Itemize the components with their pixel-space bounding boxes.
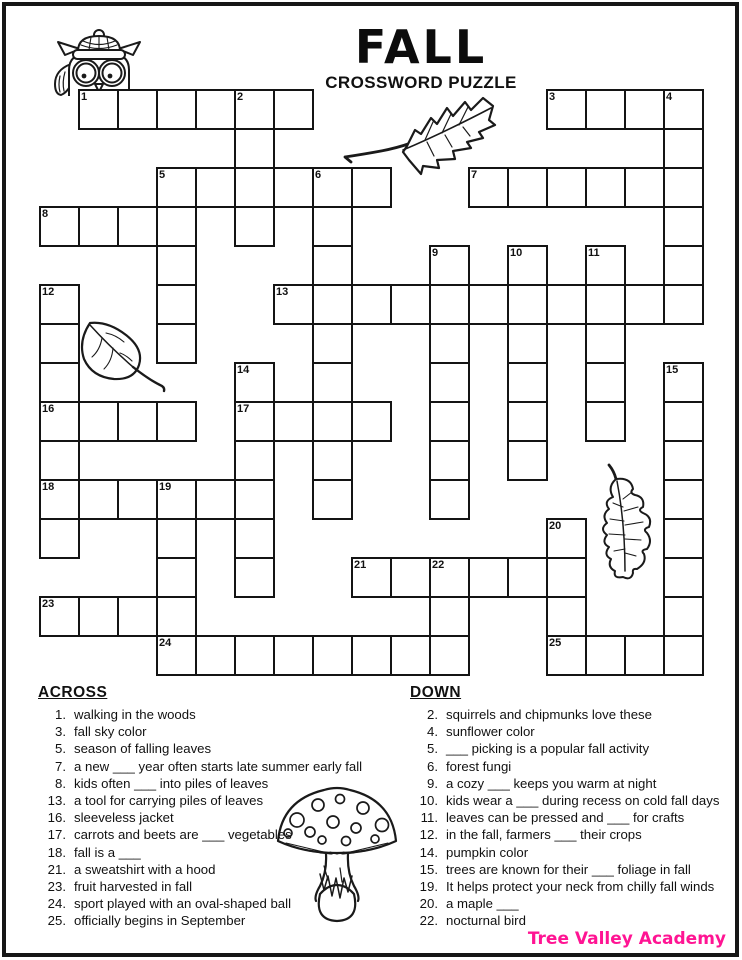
clue: [38, 809, 388, 826]
clue-text: officially begins in September: [74, 913, 246, 929]
cell-number: 19: [159, 481, 172, 493]
clue: [38, 861, 388, 878]
grid-cell[interactable]: [313, 402, 352, 441]
clue-number: 14.: [419, 844, 438, 860]
clue: [38, 844, 388, 861]
grid-cell[interactable]: [79, 597, 118, 636]
clue-number: 5.: [55, 741, 66, 757]
clue-text: a tool for carrying piles of leaves: [74, 793, 264, 809]
cell-number: 22: [432, 559, 445, 571]
clue: [38, 878, 388, 895]
grid-cell[interactable]: [586, 168, 625, 207]
grid-cell[interactable]: [391, 285, 430, 324]
grid-cell[interactable]: [157, 519, 196, 558]
grid-cell[interactable]: [547, 597, 586, 636]
clue-number: 6.: [427, 758, 438, 774]
cell-number: 4: [666, 91, 673, 103]
grid-cell[interactable]: [196, 636, 235, 675]
grid-cell[interactable]: [118, 402, 157, 441]
clue-number: 21.: [47, 861, 66, 877]
clue-text: pumpkin color: [446, 844, 529, 860]
clue: [38, 826, 388, 843]
cell-number: 14: [237, 364, 250, 376]
clue-text: squirrels and chipmunks love these: [446, 707, 652, 722]
clue-text: a new ___ year often starts late summer early fall: [74, 758, 363, 774]
clue-number: 5.: [427, 741, 438, 757]
clue: [38, 775, 388, 792]
grid-cell[interactable]: [235, 207, 274, 246]
clue-number: 2.: [427, 707, 438, 722]
grid-cell[interactable]: [235, 480, 274, 519]
cell-number: 6: [315, 169, 322, 181]
clue-text: walking in the woods: [74, 707, 196, 722]
grid-cell[interactable]: [352, 402, 391, 441]
clue: [410, 758, 732, 775]
clue-text: forest fungi: [446, 758, 512, 774]
clue-text: season of falling leaves: [74, 741, 212, 757]
grid-cell[interactable]: [352, 636, 391, 675]
grid-cell[interactable]: [430, 597, 469, 636]
grid-cell[interactable]: [40, 480, 79, 519]
grid-cell[interactable]: [118, 480, 157, 519]
clue-number: 11.: [420, 810, 438, 826]
grid-cell[interactable]: [469, 168, 508, 207]
grid-cell[interactable]: [547, 636, 586, 675]
grid-cell[interactable]: [430, 285, 469, 324]
clue-text: sport played with an oval-shaped ball: [74, 896, 291, 912]
down-clue-list: [410, 706, 732, 930]
grid-cell[interactable]: [79, 207, 118, 246]
grid-cell[interactable]: [157, 168, 196, 207]
cell-number: 12: [42, 286, 55, 298]
grid-cell[interactable]: [430, 402, 469, 441]
grid-cell[interactable]: [430, 480, 469, 519]
clue-number: 3.: [55, 724, 66, 740]
clue-text: fruit harvested in fall: [74, 879, 193, 895]
clue-number: 17.: [47, 827, 66, 843]
grid-cell[interactable]: [430, 558, 469, 597]
page-title: FALL: [354, 20, 488, 74]
clue: [410, 740, 732, 757]
cell-number: 9: [432, 247, 439, 259]
grid-cell[interactable]: [664, 519, 703, 558]
grid-cell[interactable]: [352, 168, 391, 207]
clue: [410, 844, 732, 861]
grid-cell[interactable]: [547, 168, 586, 207]
clue-text: nocturnal bird: [446, 913, 526, 929]
grid-cell[interactable]: [664, 597, 703, 636]
clue-text: sunflower color: [446, 724, 535, 740]
grid-cell[interactable]: [313, 636, 352, 675]
cell-number: 3: [549, 91, 556, 103]
grid-cell[interactable]: [664, 480, 703, 519]
clue-text: trees are known for their ___ foliage in fall: [446, 861, 691, 877]
clue-number: 19.: [419, 879, 438, 895]
clue-number: 8.: [55, 775, 66, 791]
grid-cell[interactable]: [313, 246, 352, 285]
clue-number: 13.: [47, 793, 66, 809]
clue-number: 10.: [419, 793, 438, 809]
grid-cell[interactable]: [157, 558, 196, 597]
clue-text: It helps protect your neck from chilly fall winds: [446, 879, 715, 895]
grid-cell[interactable]: [586, 90, 625, 129]
grid-cell[interactable]: [196, 168, 235, 207]
grid-cell[interactable]: [508, 285, 547, 324]
grid-cell[interactable]: [157, 207, 196, 246]
cell-number: 20: [549, 520, 562, 532]
grid-cell[interactable]: [40, 363, 79, 402]
clue: [38, 912, 388, 929]
grid-cell[interactable]: [157, 636, 196, 675]
grid-cell[interactable]: [352, 558, 391, 597]
grid-cell[interactable]: [664, 246, 703, 285]
grid-cell[interactable]: [664, 168, 703, 207]
grid-cell[interactable]: [235, 519, 274, 558]
grid-cell[interactable]: [157, 285, 196, 324]
clue-number: 9.: [427, 775, 438, 791]
clue-text: kids often ___ into piles of leaves: [74, 775, 269, 791]
clue-text: fall sky color: [74, 724, 147, 740]
grid-cell[interactable]: [313, 168, 352, 207]
grid-cell[interactable]: [586, 636, 625, 675]
grid-cell[interactable]: [508, 441, 547, 480]
clue-text: ___ picking is a popular fall activity: [446, 741, 650, 757]
site-credit: Tree Valley Academy: [527, 929, 726, 949]
cell-number: 1: [81, 91, 88, 103]
grid-cell[interactable]: [586, 246, 625, 285]
grid-cell[interactable]: [547, 90, 586, 129]
grid-cell[interactable]: [430, 441, 469, 480]
grid-cell[interactable]: [235, 636, 274, 675]
clue-number: 23.: [47, 879, 66, 895]
grid-cell[interactable]: [625, 636, 664, 675]
grid-cell[interactable]: [274, 168, 313, 207]
grid-cell[interactable]: [157, 402, 196, 441]
clue-number: 16.: [47, 810, 66, 826]
clue: [410, 826, 732, 843]
across-clues-section: [38, 684, 388, 930]
clue: [38, 758, 388, 775]
grid-cell[interactable]: [118, 207, 157, 246]
grid-cell[interactable]: [625, 90, 664, 129]
grid-cell[interactable]: [157, 597, 196, 636]
clue: [410, 861, 732, 878]
clue: [410, 912, 732, 929]
clue: [410, 706, 732, 723]
grid-cell[interactable]: [586, 324, 625, 363]
cell-number: 21: [354, 559, 367, 571]
cell-number: 13: [276, 286, 289, 298]
cell-number: 18: [42, 481, 55, 493]
clue: [410, 723, 732, 740]
grid-cell[interactable]: [664, 402, 703, 441]
grid-cell[interactable]: [664, 441, 703, 480]
grid-cell[interactable]: [274, 285, 313, 324]
grid-cell[interactable]: [586, 285, 625, 324]
page-subtitle: CROSSWORD PUZZLE: [325, 73, 517, 92]
clue-number: 15.: [419, 861, 438, 877]
grid-cell[interactable]: [664, 636, 703, 675]
grid-cell[interactable]: [235, 363, 274, 402]
grid-cell[interactable]: [157, 90, 196, 129]
grid-cell[interactable]: [157, 246, 196, 285]
grid-cell[interactable]: [274, 636, 313, 675]
grid-cell[interactable]: [391, 636, 430, 675]
grid-cell[interactable]: [547, 285, 586, 324]
clue-number: 7.: [55, 758, 66, 774]
cell-number: 23: [42, 598, 55, 610]
cell-number: 2: [237, 91, 244, 103]
grid-cell[interactable]: [664, 558, 703, 597]
clue: [38, 895, 388, 912]
clue-text: leaves can be pressed and ___ for crafts: [446, 810, 685, 826]
clue-number: 4.: [427, 724, 438, 740]
grid-cell[interactable]: [157, 324, 196, 363]
grid-cell[interactable]: [79, 480, 118, 519]
clue: [410, 792, 732, 809]
grid-cell[interactable]: [313, 324, 352, 363]
clue-number: 25.: [47, 913, 66, 929]
grid-cell[interactable]: [469, 558, 508, 597]
clue-text: a cozy ___ keeps you warm at night: [446, 775, 657, 791]
clue: [38, 706, 388, 723]
clue-number: 12.: [419, 827, 438, 843]
grid-cell[interactable]: [664, 90, 703, 129]
grid-cell[interactable]: [547, 519, 586, 558]
grid-cell[interactable]: [508, 363, 547, 402]
grid-cell[interactable]: [196, 90, 235, 129]
grid-cell[interactable]: [664, 363, 703, 402]
grid-cell[interactable]: [508, 324, 547, 363]
clue: [410, 775, 732, 792]
grid-cell[interactable]: [235, 168, 274, 207]
clue: [410, 895, 732, 912]
grid-cell[interactable]: [235, 129, 274, 168]
grid-cell[interactable]: [508, 558, 547, 597]
grid-cell[interactable]: [274, 90, 313, 129]
grid-cell[interactable]: [508, 168, 547, 207]
grid-cell[interactable]: [508, 246, 547, 285]
grid-cell[interactable]: [391, 558, 430, 597]
clue: [38, 792, 388, 809]
grid-cell[interactable]: [235, 90, 274, 129]
clue: [38, 740, 388, 757]
grid-cell[interactable]: [40, 597, 79, 636]
clue-number: 18.: [47, 844, 66, 860]
grid-cell[interactable]: [274, 402, 313, 441]
grid-cell[interactable]: [157, 480, 196, 519]
grid-cell[interactable]: [313, 480, 352, 519]
grid-cell[interactable]: [313, 207, 352, 246]
clue: [410, 878, 732, 895]
clue-text: a sweatshirt with a hood: [74, 861, 216, 877]
grid-cell[interactable]: [430, 636, 469, 675]
clue-number: 24.: [47, 896, 66, 912]
grid-cell[interactable]: [508, 402, 547, 441]
grid-cell[interactable]: [235, 558, 274, 597]
grid-cell[interactable]: [625, 285, 664, 324]
grid-cell[interactable]: [79, 90, 118, 129]
grid-cell[interactable]: [625, 168, 664, 207]
grid-cell[interactable]: [664, 207, 703, 246]
cell-number: 17: [237, 403, 250, 415]
grid-cell[interactable]: [586, 402, 625, 441]
clue-number: 20.: [419, 896, 438, 912]
clue-text: sleeveless jacket: [74, 810, 174, 826]
cell-number: 10: [510, 247, 523, 259]
clue-text: in the fall, farmers ___ their crops: [446, 827, 642, 843]
grid-cell[interactable]: [430, 246, 469, 285]
grid-cell[interactable]: [118, 597, 157, 636]
grid-cell[interactable]: [40, 519, 79, 558]
clue-number: 22.: [419, 913, 438, 929]
grid-cell[interactable]: [40, 285, 79, 324]
grid-cell[interactable]: [469, 285, 508, 324]
grid-cell[interactable]: [313, 363, 352, 402]
cell-number: 11: [588, 247, 600, 259]
grid-cell[interactable]: [547, 558, 586, 597]
down-clues-section: [410, 684, 732, 930]
cell-number: 24: [159, 637, 172, 649]
grid-cell[interactable]: [352, 285, 391, 324]
across-header: ACROSS: [38, 684, 108, 701]
grid-cell[interactable]: [664, 285, 703, 324]
across-clue-list: [38, 706, 388, 930]
grid-cell[interactable]: [40, 402, 79, 441]
grid-cell[interactable]: [430, 363, 469, 402]
clue-text: fall is a ___: [74, 844, 141, 860]
cell-number: 7: [471, 169, 478, 181]
grid-cell[interactable]: [79, 402, 118, 441]
grid-cell[interactable]: [235, 402, 274, 441]
grid-cell[interactable]: [118, 90, 157, 129]
grid-cell[interactable]: [313, 441, 352, 480]
grid-cell[interactable]: [430, 324, 469, 363]
clue-text: carrots and beets are ___ vegetables: [74, 827, 292, 843]
grid-cell[interactable]: [313, 285, 352, 324]
cell-number: 16: [42, 403, 55, 415]
grid-cell[interactable]: [40, 441, 79, 480]
clue-text: a maple ___: [446, 896, 519, 912]
clue-text: kids wear a ___ during recess on cold fall days: [446, 793, 720, 809]
cell-number: 5: [159, 169, 166, 181]
clue-number: 1.: [55, 707, 66, 722]
grid-cell[interactable]: [196, 480, 235, 519]
grid-cell[interactable]: [235, 441, 274, 480]
grid-cell[interactable]: [664, 129, 703, 168]
grid-cell[interactable]: [40, 324, 79, 363]
grid-cell[interactable]: [586, 363, 625, 402]
grid-cell[interactable]: [40, 207, 79, 246]
cell-number: 25: [549, 637, 562, 649]
clue: [410, 809, 732, 826]
clue: [38, 723, 388, 740]
cell-number: 8: [42, 208, 49, 220]
down-header: DOWN: [410, 684, 462, 701]
cell-number: 15: [666, 364, 679, 376]
